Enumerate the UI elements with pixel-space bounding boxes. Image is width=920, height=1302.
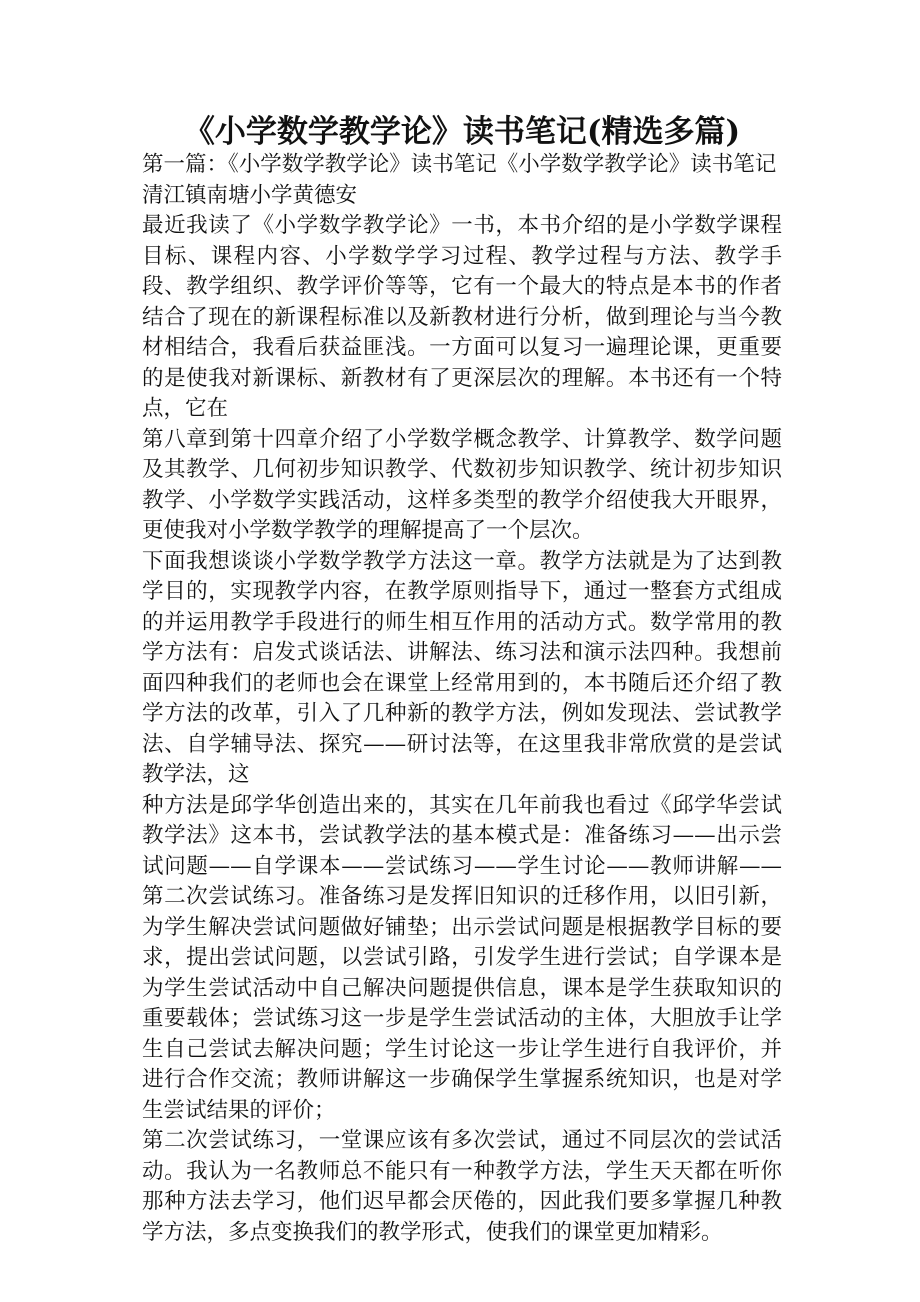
paragraph-methods: 下面我想谈谈小学数学教学方法这一章。教学方法就是为了达到教学目的，实现教学内容，在教学原则指导下，通过一整套方式组成的并运用教学手段进行的师生相互作用的活动方式。数学常用的教学方法有：启发式谈话法、讲解法、练习法和演示法四种。我想前面四种我们的老师也会在课堂上经常用到的，本书随后还介绍了教学方法的改革，引入了几种新的教学方法，例如发现法、尝试教学法、自学辅导法、探究——研讨法等，在这里我非常欣赏的是尝试教学法，这: [142, 548, 782, 787]
paragraph-chapters: 第八章到第十四章介绍了小学数学概念教学、计算教学、数学问题及其教学、几何初步知识教学、代数初步知识教学、统计初步知识教学、小学数学实践活动，这样多类型的教学介绍使我大开眼界，更使我对小学数学教学的理解提高了一个层次。: [142, 426, 782, 543]
document-title: 《小学数学教学论》读书笔记(精选多篇): [183, 114, 741, 150]
paragraph-author: 清江镇南塘小学黄德安: [142, 182, 358, 208]
paragraph-conclusion: 第二次尝试练习，一堂课应该有多次尝试，通过不同层次的尝试活动。我认为一名教师总不能只有一种教学方法，学生天天都在听你那种方法去学习，他们迟早都会厌倦的，因此我们要多掌握几种教学方法，多点变换我们的教学形式，使我们的课堂更加精彩。: [142, 1128, 782, 1245]
paragraph-trial-method: 种方法是邱学华创造出来的，其实在几年前我也看过《邱学华尝试教学法》这本书，尝试教学法的基本模式是：准备练习——出示尝试问题——自学课本——尝试练习——学生讨论——教师讲解——第二次尝试练习。准备练习是发挥旧知识的迁移作用，以旧引新，为学生解决尝试问题做好铺垫；出示尝试问题是根据教学目标的要求，提出尝试问题，以尝试引路，引发学生进行尝试；自学课本是为学生尝试活动中自己解决问题提供信息，课本是学生获取知识的重要载体；尝试练习这一步是学生尝试活动的主体，大胆放手让学生自己尝试去解决问题；学生讨论这一步让学生进行自我评价，并进行合作交流；教师讲解这一步确保学生掌握系统知识，也是对学生尝试结果的评价；: [142, 792, 782, 1123]
paragraph-chapter-heading: 第一篇：《小学数学教学论》读书笔记《小学数学教学论》读书笔记: [142, 152, 777, 177]
document-body: [142, 150, 782, 1248]
paragraph-intro: 最近我读了《小学数学教学论》一书，本书介绍的是小学数学课程目标、课程内容、小学数学学习过程、教学过程与方法、教学手段、教学组织、教学评价等等，它有一个最大的特点是本书的作者结合了现在的新课程标准以及新教材进行分析，做到理论与当今教材相结合，我看后获益匪浅。一方面可以复习一遍理论课，更重要的是使我对新课标、新教材有了更深层次的理解。本书还有一个特点，它在: [142, 213, 782, 421]
